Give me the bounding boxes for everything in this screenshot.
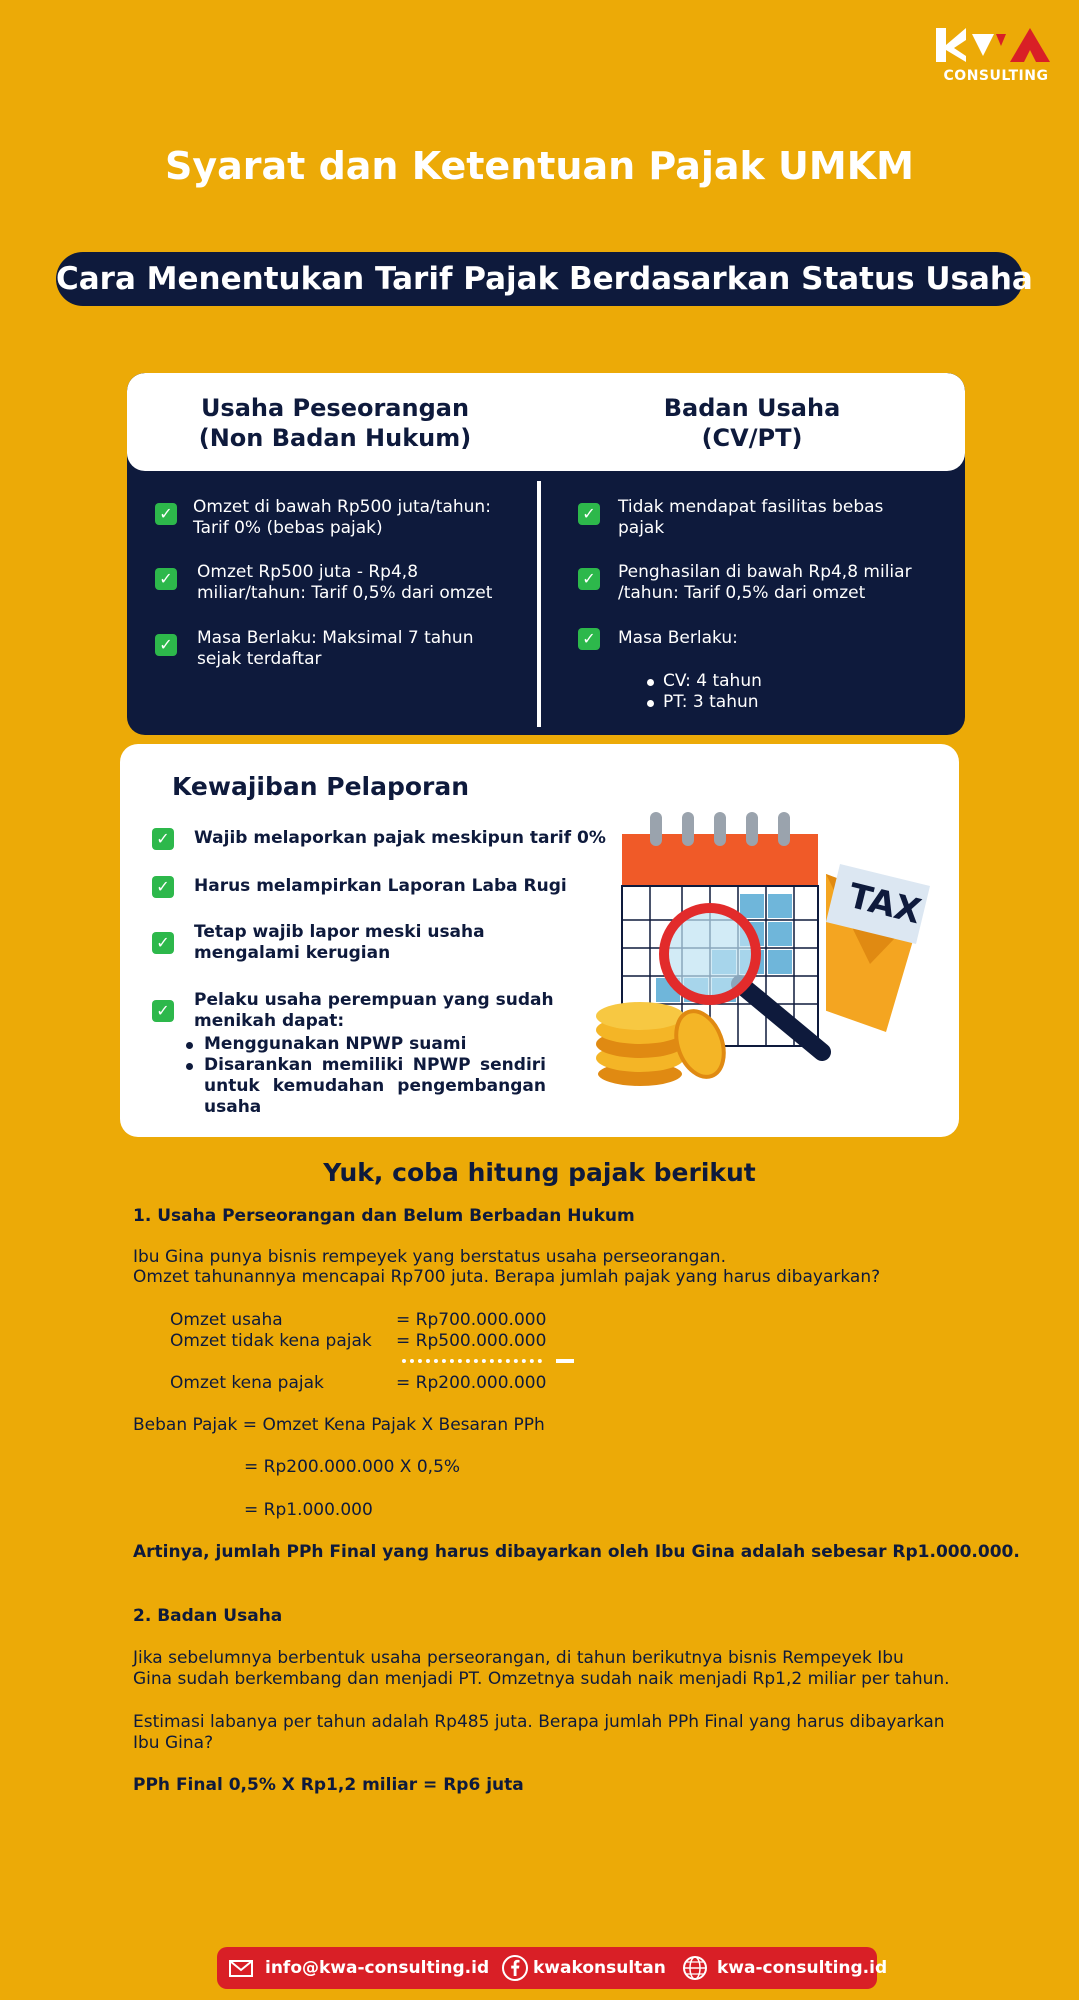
calc-label: Omzet kena pajak bbox=[170, 1373, 324, 1393]
right-item-text: Penghasilan di bawah Rp4,8 miliar /tahun: Tarif 0,5% dari omzet bbox=[618, 562, 912, 603]
column-title-line: (CV/PT) bbox=[701, 424, 803, 452]
logo-text: CONSULTING bbox=[943, 68, 1049, 84]
left-item-text: Masa Berlaku: Maksimal 7 tahun sejak terdaftar bbox=[197, 628, 474, 669]
case2-text: Jika sebelumnya berbentuk usaha perseorangan, di tahun berikutnya bisnis Rempeyek Ibu bbox=[133, 1648, 904, 1668]
formula: Beban Pajak = Omzet Kena Pajak X Besaran PPh bbox=[133, 1415, 545, 1435]
reporting-card bbox=[120, 744, 959, 1137]
case2-text: Estimasi labanya per tahun adalah Rp485 juta. Berapa jumlah PPh Final yang harus dibayarkan bbox=[133, 1712, 945, 1732]
case1-text: Ibu Gina punya bisnis rempeyek yang berstatus usaha perseorangan. bbox=[133, 1247, 726, 1267]
validity-item: CV: 4 tahun bbox=[647, 671, 947, 692]
column-title-line: (Non Badan Hukum) bbox=[198, 424, 472, 452]
check-mark-icon: ✓ bbox=[578, 503, 600, 525]
check-mark-icon: ✓ bbox=[578, 568, 600, 590]
case2-text: Gina sudah berkembang dan menjadi PT. Omzetnya sudah naik menjadi Rp1,2 miliar per tahun. bbox=[133, 1669, 950, 1689]
reporting-item-text: Tetap wajib lapor meski usaha mengalami kerugian bbox=[194, 922, 485, 963]
column-title-line: Usaha Peseorangan bbox=[200, 394, 470, 422]
reporting-sub-item: Disarankan memiliki NPWP sendiri untuk kemudahan pengembangan usaha bbox=[186, 1055, 546, 1118]
email-link[interactable]: info@kwa-consulting.id bbox=[265, 1958, 490, 1978]
calc-label: Omzet usaha bbox=[170, 1310, 283, 1330]
reporting-item-text: Pelaku usaha perempuan yang sudah menikah dapat: bbox=[194, 990, 554, 1031]
svg-text:TAX: TAX bbox=[844, 875, 925, 933]
column-title-individual bbox=[145, 393, 525, 453]
check-mark-icon: ✓ bbox=[152, 1000, 174, 1022]
case2-heading: 2. Badan Usaha bbox=[133, 1606, 283, 1626]
check-mark-icon: ✓ bbox=[152, 828, 174, 850]
calc-value: = Rp200.000.000 bbox=[396, 1373, 547, 1393]
case2-text: Ibu Gina? bbox=[133, 1733, 214, 1753]
page-title: Syarat dan Ketentuan Pajak UMKM bbox=[165, 144, 914, 188]
minus-sign bbox=[556, 1359, 574, 1363]
case1-heading: 1. Usaha Perseorangan dan Belum Berbadan Hukum bbox=[133, 1206, 635, 1226]
left-item-text: Omzet Rp500 juta - Rp4,8 miliar/tahun: Tarif 0,5% dari omzet bbox=[197, 562, 493, 603]
column-title-entity bbox=[562, 393, 942, 453]
comparison-table bbox=[127, 373, 965, 735]
facebook-icon bbox=[501, 1954, 529, 1982]
validity-list bbox=[647, 671, 947, 713]
website-link[interactable]: kwa-consulting.id bbox=[717, 1958, 888, 1978]
formula-step: = Rp1.000.000 bbox=[244, 1500, 373, 1520]
case2-answer: PPh Final 0,5% X Rp1,2 miliar = Rp6 juta bbox=[133, 1775, 524, 1795]
subtitle-banner: Cara Menentukan Tarif Pajak Berdasarkan Status Usaha bbox=[56, 252, 1023, 306]
contact-footer bbox=[217, 1947, 888, 1989]
check-mark-icon: ✓ bbox=[152, 932, 174, 954]
check-mark-icon: ✓ bbox=[152, 876, 174, 898]
check-mark-icon: ✓ bbox=[578, 628, 600, 650]
left-item-text: Omzet di bawah Rp500 juta/tahun: Tarif 0% (bebas pajak) bbox=[193, 497, 491, 538]
check-mark-icon: ✓ bbox=[155, 503, 177, 525]
reporting-title: Kewajiban Pelaporan bbox=[172, 772, 470, 801]
reporting-sub-item: Menggunakan NPWP suami bbox=[186, 1034, 546, 1055]
logo-mark-icon bbox=[936, 26, 1056, 68]
comparison-header bbox=[127, 373, 965, 471]
check-mark-icon: ✓ bbox=[155, 634, 177, 656]
column-title-line: Badan Usaha bbox=[663, 394, 841, 422]
calc-value: = Rp700.000.000 bbox=[396, 1310, 547, 1330]
subtraction-line bbox=[402, 1359, 542, 1363]
kwa-logo bbox=[936, 26, 1056, 86]
reporting-item-text: Wajib melaporkan pajak meskipun tarif 0% bbox=[194, 828, 606, 848]
reporting-sub-list bbox=[186, 1034, 546, 1118]
right-item-text: Masa Berlaku: bbox=[618, 628, 738, 648]
right-item-text: Tidak mendapat fasilitas bebas pajak bbox=[618, 497, 884, 538]
globe-icon bbox=[681, 1954, 709, 1982]
validity-item: PT: 3 tahun bbox=[647, 692, 947, 713]
social-link[interactable]: kwakonsultan bbox=[533, 1958, 666, 1978]
calculation-title: Yuk, coba hitung pajak berikut bbox=[323, 1158, 756, 1187]
tax-calendar-illustration bbox=[590, 804, 950, 1104]
calc-label: Omzet tidak kena pajak bbox=[170, 1331, 372, 1351]
email-icon bbox=[227, 1954, 255, 1982]
formula-step: = Rp200.000.000 X 0,5% bbox=[244, 1457, 461, 1477]
check-mark-icon: ✓ bbox=[155, 568, 177, 590]
case1-conclusion: Artinya, jumlah PPh Final yang harus dibayarkan oleh Ibu Gina adalah sebesar Rp1.000.000. bbox=[133, 1542, 1020, 1562]
case1-text: Omzet tahunannya mencapai Rp700 juta. Berapa jumlah pajak yang harus dibayarkan? bbox=[133, 1267, 881, 1287]
reporting-item-text: Harus melampirkan Laporan Laba Rugi bbox=[194, 876, 567, 896]
calc-value: = Rp500.000.000 bbox=[396, 1331, 547, 1351]
column-divider bbox=[537, 481, 541, 727]
